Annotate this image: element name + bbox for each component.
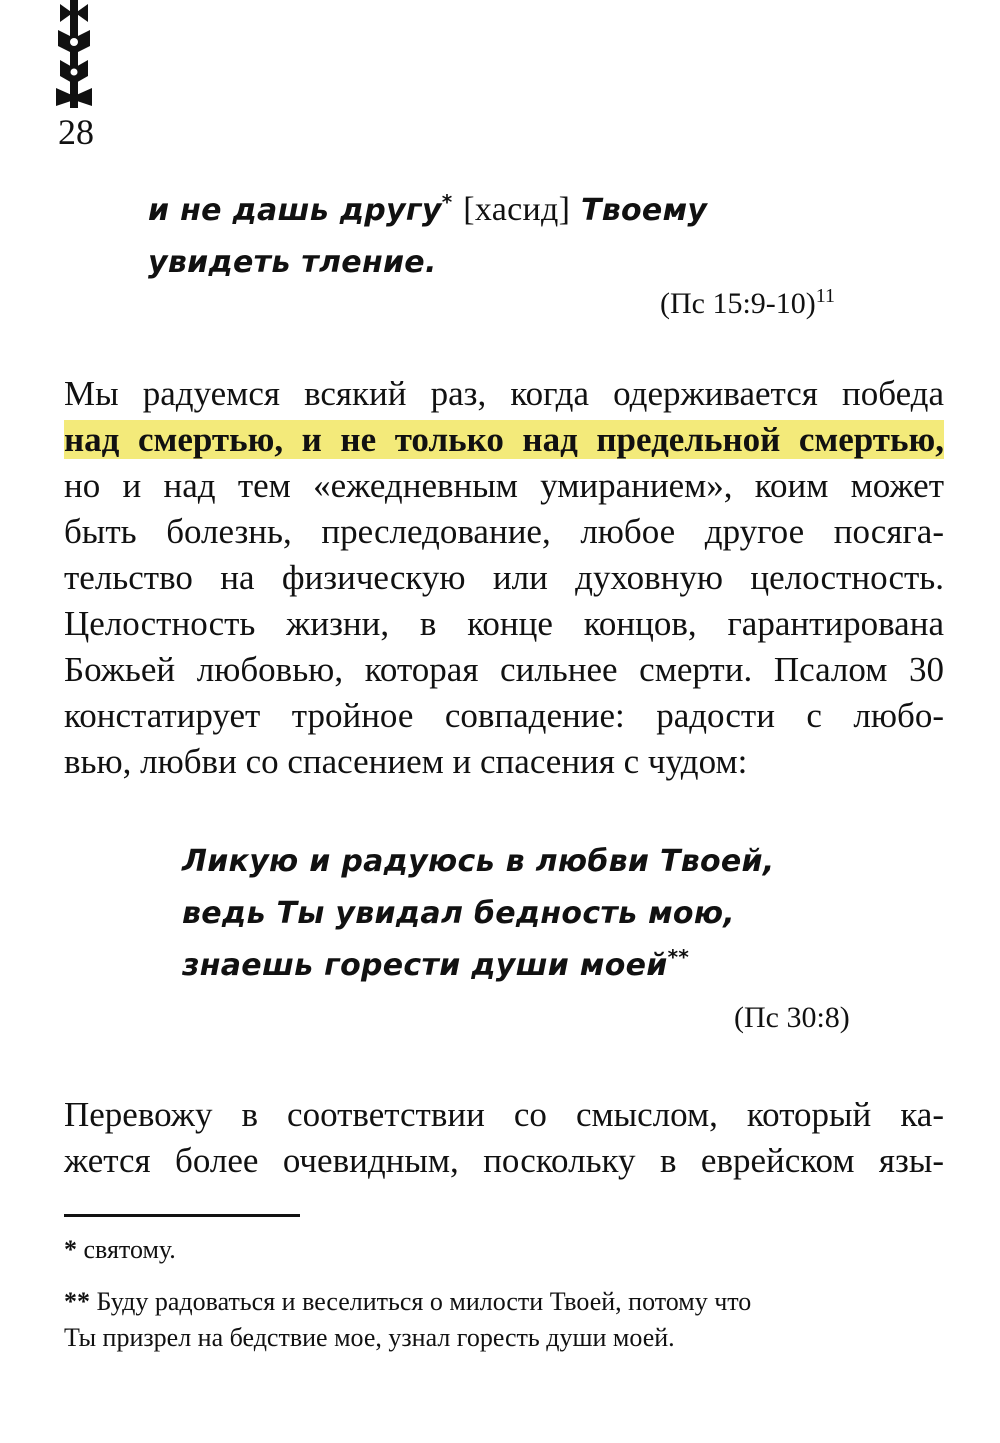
reference-text: (Пс 15:9-10) [660, 287, 816, 320]
page-number: 28 [58, 112, 94, 152]
quote-line [148, 184, 707, 237]
footnote-divider [64, 1214, 300, 1217]
body-paragraph-2 [64, 1092, 944, 1184]
footnote-line [64, 1232, 954, 1268]
paragraph-line: констатирует тройное совпадение: радости с любо- [64, 696, 944, 735]
footnote-line: Ты призрел на бедствие мое, узнал горесть души моей. [64, 1323, 675, 1352]
quote-text: и не дашь другу [148, 193, 442, 228]
hebrew-term: [хасид] [463, 191, 571, 228]
decorative-ornament-icon [56, 0, 92, 108]
footnote-marker: * [64, 1235, 77, 1264]
highlighted-text: над смертью, и не только над предельной смертью, [64, 420, 944, 459]
footnote-marker: * [441, 190, 453, 214]
psalm-reference-2: (Пс 30:8) [734, 1001, 850, 1034]
quote-line: Ликую и радуюсь в любви Твоей, [182, 844, 775, 879]
paragraph-line: Мы радуемся всякий раз, когда одерживается победа [64, 374, 944, 413]
quote-line: ведь Ты увидал бедность мою, [182, 896, 735, 931]
psalm-quote-2 [182, 836, 775, 992]
footnote-1 [64, 1232, 954, 1268]
paragraph-line: Целостность жизни, в конце концов, гарантирована [64, 604, 944, 643]
footnote-marker: ** [64, 1287, 90, 1316]
paragraph-line: вью, любви со спасением и спасения с чудом: [64, 742, 748, 781]
paragraph-line: Божьей любовью, которая сильнее смерти. Псалом 30 [64, 650, 944, 689]
quote-text: знаешь горести души моей [182, 948, 668, 983]
quote-text: Твоему [580, 193, 708, 228]
psalm-quote-1 [148, 184, 707, 289]
psalm-reference-1 [660, 284, 835, 324]
footnote-text: святому. [83, 1235, 176, 1264]
quote-line: увидеть тление. [148, 245, 437, 280]
paragraph-line: Перевожу в соответствии со смыслом, который ка- [64, 1095, 944, 1134]
paragraph-line: но и над тем «ежедневным умиранием», коим может [64, 466, 944, 505]
quote-line [182, 940, 775, 992]
body-paragraph-1 [64, 371, 944, 785]
footnote-2 [64, 1284, 954, 1356]
paragraph-line: быть болезнь, преследование, любое другое посяга- [64, 512, 944, 551]
footnote-line [64, 1284, 954, 1320]
footnote-text: Буду радоваться и веселиться о милости Твоей, потому что [96, 1287, 752, 1316]
footnote-marker: ** [667, 945, 690, 969]
endnote-number: 11 [815, 285, 836, 307]
paragraph-line: тельство на физическую или духовную целостность. [64, 558, 944, 597]
paragraph-line [64, 417, 944, 463]
paragraph-line: жется более очевидным, поскольку в еврейском язы- [64, 1141, 944, 1180]
